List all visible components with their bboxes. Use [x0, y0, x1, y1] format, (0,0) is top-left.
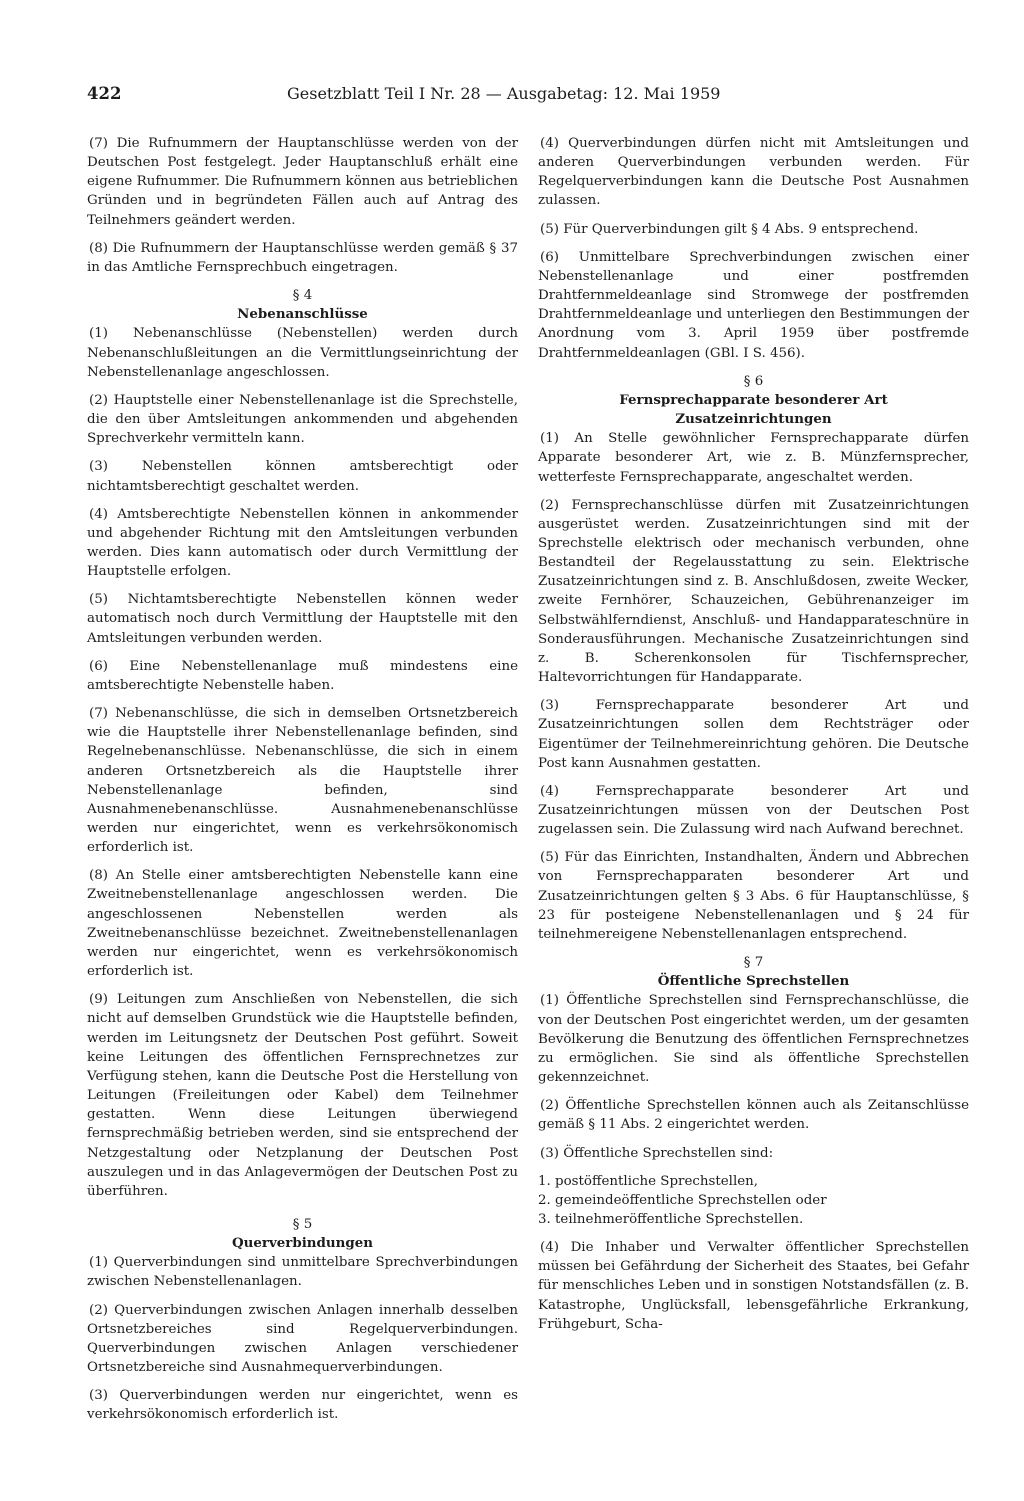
section-title: Fernsprechapparate besonderer Art: [619, 391, 888, 408]
section-number: § 4: [292, 288, 313, 304]
paragraph: (2) Fernsprechanschlüsse dürfen mit Zusatzeinrichtungen ausgerüstet werden. Zusatzeinrichtungen sind mit der Sprechstelle elektrisch oder mechanisch verbunden, ohne Bestandteil der Regelausstattung zu sein. Elektrische Zusatzeinrichtungen sind z. B. Anschlußdosen, zweite Wecker, zweite Fernhörer, Schauzeichen, Gebührenanzeiger im Selbstwählferndienst, Anschluß- und Handapparateschnüre in Sonderausführungen. Mechanische Zusatzeinrichtungen sind z. B. Scherenkonsolen für Tischfernsprecher, Haltevorrichtungen für Handapparate.: [538, 497, 969, 686]
paragraph: (3) Öffentliche Sprechstellen sind:: [540, 1145, 774, 1161]
section-number: § 5: [292, 1216, 313, 1232]
paragraph: (5) Für das Einrichten, Instandhalten, Ändern und Abbrechen von Fernsprechapparaten besonderer Art und Zusatzeinrichtungen gelten § 3 Abs. 6 für Hauptanschlüsse, § 23 für posteigene Nebenstellenanlagen und § 24 für teilnehmereigene Nebenstellenanlagen entsprechend.: [538, 850, 969, 942]
enumeration-list: [538, 1172, 969, 1229]
section-title: Öffentliche Sprechstellen: [657, 973, 850, 990]
section-title: Zusatzeinrichtungen: [675, 411, 832, 428]
paragraph: (7) Die Rufnummern der Hauptanschlüsse werden von der Deutschen Post festgelegt. Jeder Hauptanschluß erhält eine eigene Rufnummer. Die Rufnummern können aus betrieblichen Gründen und in begründeten Fällen auch auf Antrag des Teilnehmers geändert werden.: [87, 136, 518, 228]
paragraph: (2) Hauptstelle einer Nebenstellenanlage ist die Sprechstelle, die den über Amtsleitungen ankommenden und abgehenden Sprechverkehr vermitteln kann.: [87, 392, 518, 447]
paragraph: (5) Für Querverbindungen gilt § 4 Abs. 9 entsprechend.: [540, 221, 919, 237]
page-number: 422: [87, 84, 122, 103]
paragraph: (3) Fernsprechapparate besonderer Art und Zusatzeinrichtungen sollen dem Rechtsträger oder Eigentümer der Teilnehmereinrichtung gehören. Die Deutsche Post kann Ausnahmen gestatten.: [538, 698, 969, 771]
list-item: 1. postöffentliche Sprechstellen,: [538, 1173, 759, 1189]
paragraph: (6) Unmittelbare Sprechverbindungen zwischen einer Nebenstellenanlage und einer postfremden Drahtfernmeldeanlage sind Stromwege der postfremden Drahtfernmeldeanlage und unterliegen den Bestimmungen der Anordnung vom 3. April 1959 über postfremde Drahtfernmeldeanlagen (GBl. I S. 456).: [538, 249, 969, 361]
paragraph: (9) Leitungen zum Anschließen von Nebenstellen, die sich nicht auf demselben Grundstück wie die Hauptstelle befinden, werden im Leitungsnetz der Deutschen Post geführt. Soweit keine Leitungen des öffentlichen Fernsprechnetzes zur Verfügung stehen, kann die Deutsche Post die Herstellung von Leitungen (Freileitungen oder Kabel) dem Teilnehmer gestatten. Wenn diese Leitungen überwiegend fernsprechmäßig betrieben werden, sind sie entsprechend der Netzgestaltung oder Netzplanung der Deutschen Post auszulegen und in das Anlagevermögen der Deutschen Post zu überführen.: [87, 992, 518, 1199]
paragraph: (2) Öffentliche Sprechstellen können auch als Zeitanschlüsse gemäß § 11 Abs. 2 eingerichtet werden.: [538, 1098, 969, 1133]
section-number: § 6: [743, 373, 764, 389]
paragraph: (8) Die Rufnummern der Hauptanschlüsse werden gemäß § 37 in das Amtliche Fernsprechbuch eingetragen.: [87, 240, 518, 275]
paragraph: (5) Nichtamtsberechtigte Nebenstellen können weder automatisch noch durch Vermittlung der Hauptstelle mit den Amtsleitungen verbunden werden.: [87, 592, 518, 646]
header-title: Gesetzblatt Teil I Nr. 28 — Ausgabetag: 12. Mai 1959: [287, 84, 721, 103]
list-item: 2. gemeindeöffentliche Sprechstellen oder: [538, 1192, 827, 1208]
list-item: 3. teilnehmeröffentliche Sprechstellen.: [538, 1211, 804, 1227]
paragraph: (4) Fernsprechapparate besonderer Art und Zusatzeinrichtungen müssen von der Deutschen Post zugelassen sein. Die Zulassung wird nach Aufwand berechnet.: [538, 783, 969, 838]
paragraph: (1) Öffentliche Sprechstellen sind Fernsprechanschlüsse, die von der Deutschen Post eingerichtet werden, um der gesamten Bevölkerung die Benutzung des öffentlichen Fernsprechnetzes zu ermöglichen. Sie sind als öffentliche Sprechstellen gekennzeichnet.: [538, 993, 969, 1086]
paragraph: (3) Nebenstellen können amtsberechtigt oder nichtamtsberechtigt geschaltet werden.: [87, 459, 518, 494]
paragraph: (4) Amtsberechtigte Nebenstellen können in ankommender und abgehender Richtung mit den Amtsleitungen verbunden werden. Dies kann automatisch oder durch Vermittlung der Hauptstelle erfolgen.: [87, 506, 518, 580]
paragraph: (1) Querverbindungen sind unmittelbare Sprechverbindungen zwischen Nebenstellenanlagen.: [87, 1255, 518, 1290]
section-number: § 7: [743, 955, 764, 971]
page-header: [87, 84, 945, 114]
section-title: Querverbindungen: [232, 1235, 373, 1252]
paragraph: (3) Querverbindungen werden nur eingerichtet, wenn es verkehrsökonomisch erforderlich ist.: [87, 1388, 518, 1423]
paragraph: (4) Querverbindungen dürfen nicht mit Amtsleitungen und anderen Querverbindungen verbunden werden. Für Regelquerverbindungen kann die Deutsche Post Ausnahmen zulassen.: [538, 136, 969, 209]
paragraph: (4) Die Inhaber und Verwalter öffentlicher Sprechstellen müssen bei Gefährdung der Sicherheit des Staates, bei Gefahr für menschliches Leben und in sonstigen Notstandsfällen (z. B. Katastrophe, Unglücksfall, lebensgefährliche Erkrankung, Frühgeburt, Scha-: [538, 1240, 969, 1332]
right-column: [538, 134, 969, 1343]
left-column: [87, 134, 518, 1434]
paragraph: (7) Nebenanschlüsse, die sich in demselben Ortsnetzbereich wie die Hauptstelle ihrer Nebenstellenanlage befinden, sind Regelnebenanschlüsse. Nebenanschlüsse, die sich in einem anderen Ortsnetzbereich als die Hauptstelle ihrer Nebenstellenanlage befinden, sind Ausnahmenebenanschlüsse. Ausnahmenebenanschlüsse werden nur eingerichtet, wenn es verkehrsökonomisch erforderlich ist.: [87, 706, 518, 856]
paragraph: (1) An Stelle gewöhnlicher Fernsprechapparate dürfen Apparate besonderer Art, wie z. B. Münzfernsprecher, wetterfeste Fernsprechapparate, angeschaltet werden.: [538, 431, 969, 485]
paragraph: (6) Eine Nebenstellenanlage muß mindestens eine amtsberechtigte Nebenstelle haben.: [87, 658, 518, 693]
paragraph: (1) Nebenanschlüsse (Nebenstellen) werden durch Nebenanschlußleitungen an die Vermittlungseinrichtung der Nebenstellenanlage angeschlossen.: [87, 326, 518, 380]
section-title: Nebenanschlüsse: [237, 306, 368, 323]
paragraph: (2) Querverbindungen zwischen Anlagen innerhalb desselben Ortsnetzbereiches sind Regelquerverbindungen. Querverbindungen zwischen Anlagen verschiedener Ortsnetzbereiche sind Ausnahmequerverbindungen.: [87, 1302, 518, 1376]
paragraph: (8) An Stelle einer amtsberechtigten Nebenstelle kann eine Zweitnebenstellenanlage angeschlossen werden. Die angeschlossenen Nebenstellen werden als Zweitnebenanschlüsse bezeichnet. Zweitnebenstellenanlagen werden nur eingerichtet, wenn es verkehrsökonomisch erforderlich ist.: [87, 868, 518, 980]
